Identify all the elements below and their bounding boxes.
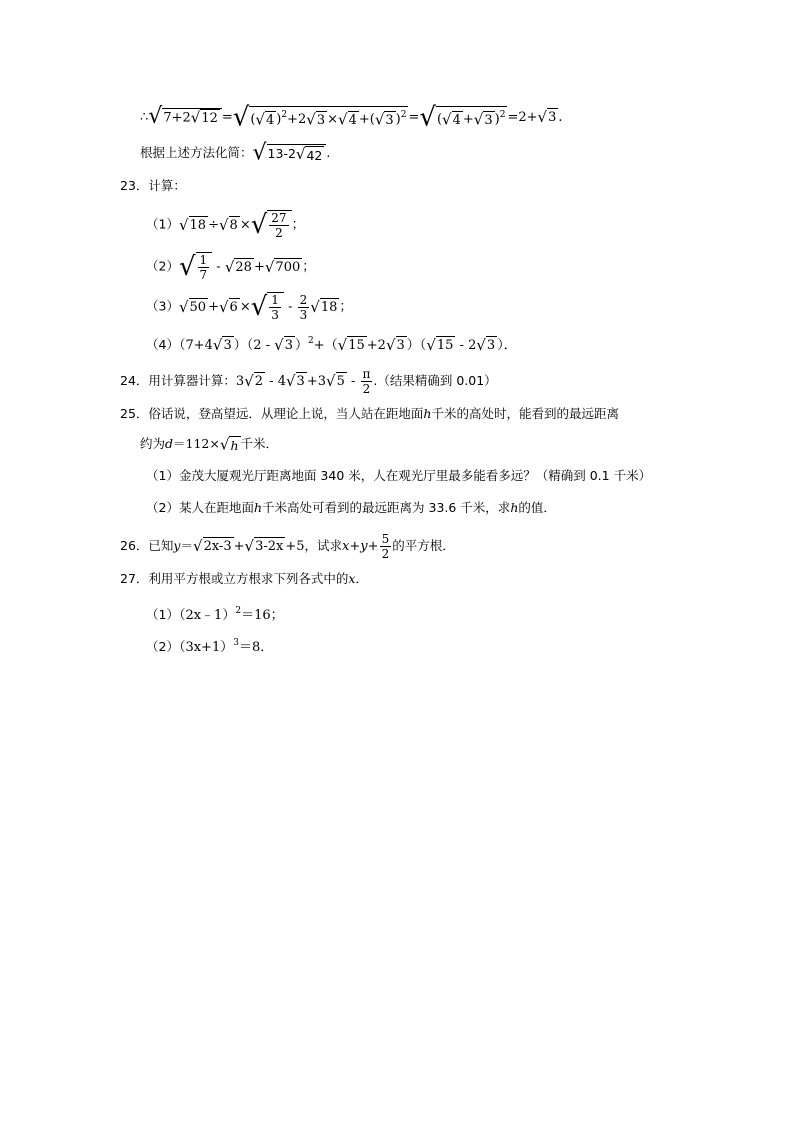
therefore-symbol: ∴ bbox=[140, 109, 149, 125]
question-number: 25． bbox=[120, 406, 149, 421]
radical: √7+2√12 bbox=[148, 107, 222, 128]
question-number: 23． bbox=[120, 178, 149, 193]
q23-item-4: （4）（7+4√3 ）（2 - √3 ）$^2$+（√15 +2√3 ）（√15 - 2√3 ）． bbox=[146, 336, 517, 355]
intro-derivation-line: ∴√7+2√12 =√(√4 )$^2$+2√3 ×√4 +(√3 )$^2$ =√(√4 +√3 )$^2$ =2+√3 . bbox=[140, 102, 563, 133]
question-title: 计算： bbox=[148, 178, 186, 193]
question-number: 24． bbox=[120, 373, 149, 388]
question-label: 用计算器计算： bbox=[148, 373, 236, 388]
item-label: （1） bbox=[146, 216, 179, 232]
radical: √13-2√42 bbox=[253, 143, 327, 164]
q23-item-2: （2）√ $\frac{1}{7}$ - √28 +√700 ； bbox=[146, 252, 316, 282]
q25-line-1: 25．俗话说，登高望远．从理论上说，当人站在距地面h千米的高处时，能看到的最远距离 bbox=[120, 406, 619, 421]
radical: √(√4 +√3 )$^2$ bbox=[419, 102, 506, 133]
item-label: （2） bbox=[146, 258, 179, 274]
question-number: 26． bbox=[120, 538, 149, 553]
q25-sub-2: （2）某人在距地面h千米高处可看到的最远距离为 33.6 千米，求h的值． bbox=[146, 500, 556, 515]
q23-title bbox=[120, 176, 186, 196]
q27-sub-1: （1）（2x﹣1）$^2$＝16； bbox=[146, 606, 284, 623]
q23-item-3: （3）√50 +√6 ×√ $\frac{1}{3}$ - $\frac{2}{3}$ √18 ； bbox=[146, 292, 353, 322]
question-number: 27． bbox=[120, 571, 149, 586]
q27-line: 27．利用平方根或立方根求下列各式中的x． bbox=[120, 571, 368, 586]
item-label: （4） bbox=[146, 337, 179, 352]
q25-sub-1: （1）金茂大厦观光厅距离地面 340 米，人在观光厅里最多能看多远？（精确到 0.1 千米） bbox=[146, 468, 652, 483]
method-label: 根据上述方法化简： bbox=[140, 145, 253, 160]
q23-item-1: （1）√18 ÷√8 ×√ $\frac{27}{2}$ ； bbox=[146, 210, 305, 240]
precision-note: .（结果精确到 0.01） bbox=[373, 373, 497, 388]
q27-sub-2: $(2)(3x+1)^3=8$． bbox=[146, 638, 274, 655]
q26-line: 26．已知y＝√2x-3 +√3-2x +5，试求x+y+ $\frac{5}{2}$ 的平方根． bbox=[120, 532, 455, 561]
radical: √(√4 )$^2$+2√3 ×√4 +(√3 )$^2$ bbox=[232, 102, 407, 133]
method-line: 根据上述方法化简：√13-2√42 . bbox=[140, 140, 331, 166]
q25-line-2: 约为d＝112×√h 千米． bbox=[140, 435, 279, 454]
q24-line: 24．用计算器计算：3√2 - 4√3 +3√5 - $\frac{\pi}{2}$ .（结果精确到 0.01） bbox=[120, 367, 497, 396]
item-label: （3） bbox=[146, 298, 179, 314]
